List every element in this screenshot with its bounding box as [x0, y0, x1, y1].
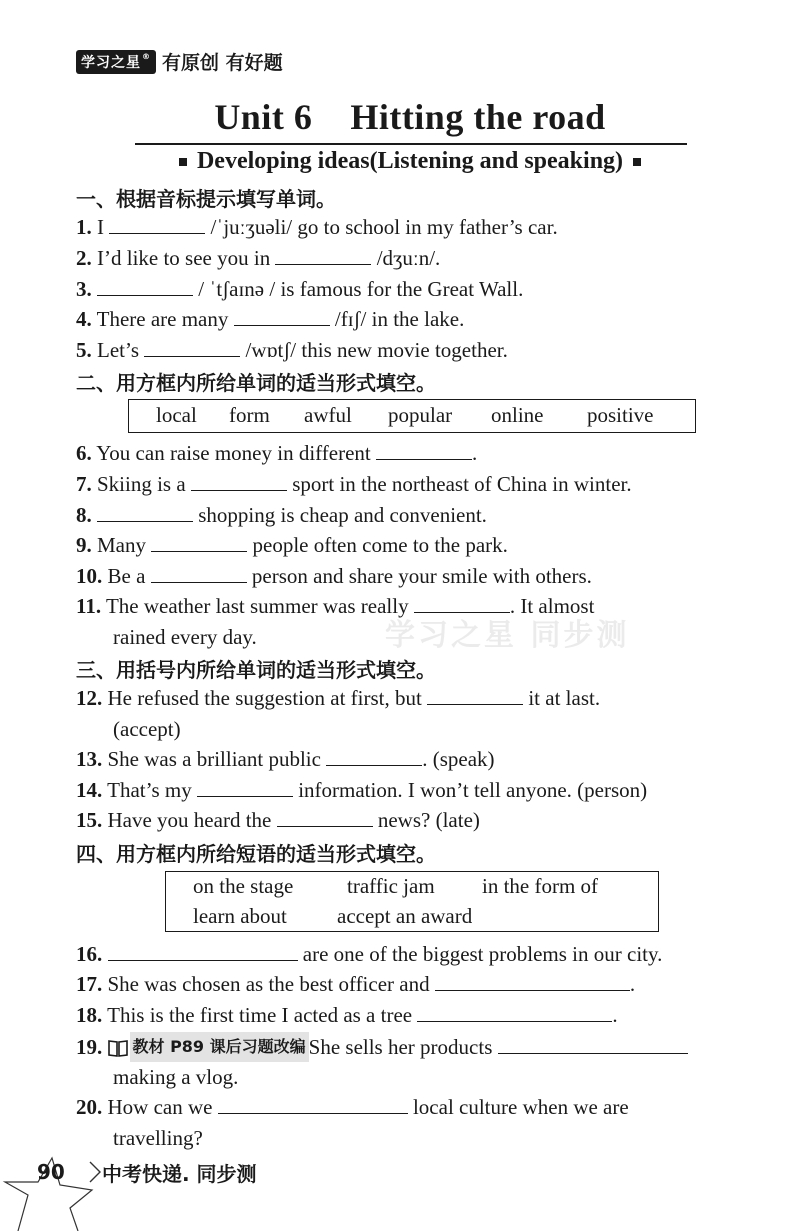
answer-blank[interactable]: [275, 246, 371, 265]
question-3: 3. / ˈtʃaɪnə / is famous for the Great Wall.: [76, 277, 524, 301]
word-bank-item: popular: [388, 403, 453, 427]
brand-header: [76, 48, 283, 75]
answer-blank[interactable]: [277, 808, 373, 827]
question-11: 11. The weather last summer was really . It almost: [76, 594, 595, 618]
phrase-bank-item: in the form of: [482, 874, 599, 898]
bullet-square-icon: [179, 158, 187, 166]
watermark: 学习之星 同步测: [385, 618, 630, 653]
phrase-bank-item: traffic jam: [347, 874, 435, 898]
section-heading-3: 三、用括号内所给单词的适当形式填空。: [76, 658, 436, 682]
question-20-continued: travelling?: [113, 1126, 203, 1150]
title-divider: [135, 143, 687, 145]
word-bank-item: awful: [304, 403, 352, 427]
question-11-continued: rained every day.: [113, 625, 257, 649]
question-14: 14. That’s my information. I won’t tell anyone. (person): [76, 778, 648, 802]
answer-blank[interactable]: [197, 778, 293, 797]
question-15: 15. Have you heard the news? (late): [76, 808, 480, 832]
phrase-bank-item: on the stage: [193, 874, 294, 898]
word-bank-item: positive: [587, 403, 654, 427]
textbook-source-badge: 教材 P89 课后习题改编: [130, 1032, 309, 1062]
footer-series-title: 中考快递. 同步测: [102, 1162, 257, 1186]
word-bank-box: [128, 399, 696, 433]
word-bank-item: local: [156, 403, 197, 427]
question-1: 1. I /ˈjuːʒuəli/ go to school in my father’s car.: [76, 215, 558, 239]
question-12: 12. He refused the suggestion at first, but it at last.: [76, 686, 601, 710]
word-bank-item: form: [229, 403, 270, 427]
answer-blank[interactable]: [427, 686, 523, 705]
question-19-continued: making a vlog.: [113, 1065, 239, 1089]
question-17: 17. She was chosen as the best officer and .: [76, 972, 636, 996]
question-8: 8. shopping is cheap and convenient.: [76, 503, 487, 527]
answer-blank[interactable]: [191, 472, 287, 491]
page-number: 90: [37, 1160, 65, 1184]
question-9: 9. Many people often come to the park.: [76, 533, 508, 557]
question-18: 18. This is the first time I acted as a tree .: [76, 1003, 618, 1027]
answer-blank[interactable]: [417, 1003, 612, 1022]
answer-blank[interactable]: [97, 503, 193, 522]
brand-logo: 学习之星®: [76, 50, 156, 74]
question-12-continued: (accept): [113, 717, 181, 741]
question-7: 7. Skiing is a sport in the northeast of China in winter.: [76, 472, 632, 496]
answer-blank[interactable]: [108, 942, 298, 961]
question-5: 5. Let’s /wɒtʃ/ this new movie together.: [76, 338, 508, 362]
word-bank-item: online: [491, 403, 544, 427]
brand-slogan: 有原创 有好题: [162, 52, 283, 74]
lesson-subtitle: Developing ideas(Listening and speaking): [0, 148, 800, 175]
phrase-bank-item: learn about: [193, 904, 287, 928]
answer-blank[interactable]: [435, 972, 630, 991]
answer-blank[interactable]: [97, 277, 193, 296]
phrase-bank-item: accept an award: [337, 904, 473, 928]
answer-blank[interactable]: [498, 1035, 688, 1054]
question-6: 6. You can raise money in different .: [76, 441, 478, 465]
answer-blank[interactable]: [218, 1095, 408, 1114]
question-16: 16. are one of the biggest problems in our city.: [76, 942, 663, 966]
question-20: 20. How can we local culture when we are: [76, 1095, 629, 1119]
textbook-icon: [108, 1039, 128, 1057]
phrase-bank-box: [165, 871, 659, 932]
answer-blank[interactable]: [144, 338, 240, 357]
answer-blank[interactable]: [151, 564, 247, 583]
question-10: 10. Be a person and share your smile with others.: [76, 564, 592, 588]
section-heading-1: 一、根据音标提示填写单词。: [76, 187, 336, 211]
answer-blank[interactable]: [234, 307, 330, 326]
question-13: 13. She was a brilliant public . (speak): [76, 747, 495, 771]
section-heading-2: 二、用方框内所给单词的适当形式填空。: [76, 371, 436, 395]
answer-blank[interactable]: [326, 747, 422, 766]
unit-title: Unit 6 Hitting the road: [214, 97, 606, 137]
answer-blank[interactable]: [109, 215, 205, 234]
question-19: 19. 教材 P89 课后习题改编 She sells her products: [76, 1032, 688, 1062]
question-4: 4. There are many /fɪʃ/ in the lake.: [76, 307, 465, 331]
question-2: 2. I’d like to see you in /dʒuːn/.: [76, 246, 441, 270]
section-heading-4: 四、用方框内所给短语的适当形式填空。: [76, 842, 436, 866]
answer-blank[interactable]: [376, 441, 472, 460]
bullet-square-icon: [633, 158, 641, 166]
answer-blank[interactable]: [151, 533, 247, 552]
